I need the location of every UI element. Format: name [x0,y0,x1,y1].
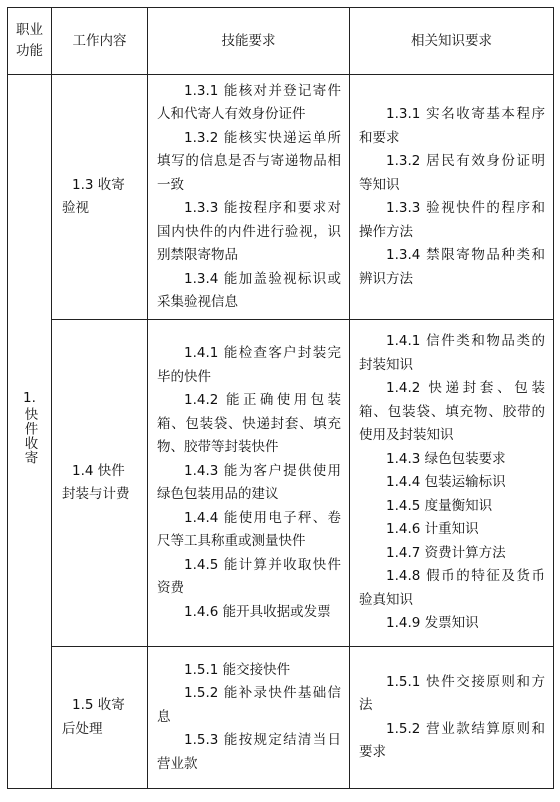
knowledge-cell [350,320,554,647]
knowledge-item: 1.4.1 信件类和物品类的封装知识 [359,333,545,373]
knowledge-item: 1.3.2 居民有效身份证明等知识 [359,153,545,193]
skill-item: 1.4.6 能开具收据或发票 [184,603,331,620]
skill-item: 1.5.1 能交接快件 [184,661,291,678]
knowledge-item: 1.4.6 计重知识 [386,521,479,538]
knowledge-item: 1.5.2 营业款结算原则和要求 [359,720,545,760]
table-row [8,75,554,320]
work-content-line2: 封装与计费 [62,486,130,502]
work-content-cell [52,75,148,320]
work-content-line1: 1.4 快件 [72,462,125,479]
knowledge-item: 1.3.4 禁限寄物品种类和辨识方法 [359,247,545,287]
knowledge-item: 1.4.7 资费计算方法 [386,544,506,561]
skill-item: 1.4.1 能检查客户封装完毕的快件 [157,345,341,385]
knowledge-item: 1.4.2 快递封套、包装箱、包装袋、填充物、胶带的使用及封装知识 [359,380,545,444]
knowledge-cell [350,647,554,789]
skill-item: 1.4.3 能为客户提供使用绿色包装用品的建议 [157,462,341,502]
skill-item: 1.4.4 能使用电子秤、卷尺等工具称重或测量快件 [157,509,341,549]
function-cell [8,75,52,789]
work-content-cell [52,320,148,647]
skill-item: 1.5.2 能补录快件基础信息 [157,685,341,725]
knowledge-item: 1.3.1 实名收寄基本程序和要求 [359,106,545,146]
table-header-row [8,8,554,75]
knowledge-item: 1.5.1 快件交接原则和方法 [359,673,545,713]
knowledge-item: 1.4.4 包装运输标识 [386,474,506,491]
knowledge-item: 1.3.3 验视快件的程序和操作方法 [359,200,545,240]
knowledge-item: 1.4.5 度量衡知识 [386,497,493,514]
function-name: 快件收寄 [21,407,38,466]
header-knowledge: 相关知识要求 [350,8,554,75]
table-row [8,320,554,647]
work-content-line2: 后处理 [62,720,103,737]
skill-item: 1.4.5 能计算并收取快件资费 [157,556,341,596]
skill-item: 1.3.4 能加盖验视标识或采集验视信息 [157,270,341,310]
table-row [8,647,554,789]
knowledge-item: 1.4.3 绿色包装要求 [386,450,506,467]
skills-cell [148,647,350,789]
function-number: 1. [23,390,36,407]
work-content-cell [52,647,148,789]
knowledge-item: 1.4.8 假币的特征及货币验真知识 [359,568,545,608]
work-content-line1: 1.5 收寄 [72,697,125,713]
skill-item: 1.3.3 能按程序和要求对国内快件的内件进行验视，识别禁限寄物品 [157,200,341,263]
header-function: 职业 功能 [8,8,52,75]
work-content-line2: 验视 [62,200,89,216]
work-content-line1: 1.3 收寄 [72,176,125,193]
skill-item: 1.3.2 能核实快递运单所填写的信息是否与寄递物品相一致 [157,129,341,193]
knowledge-cell [350,75,554,320]
knowledge-item: 1.4.9 发票知识 [386,615,479,632]
skill-item: 1.5.3 能按规定结清当日营业款 [157,732,341,772]
skills-cell [148,75,350,320]
occupational-standard-table [7,7,554,789]
header-skills: 技能要求 [148,8,350,75]
skill-item: 1.3.1 能核对并登记寄件人和代寄人有效身份证件 [157,82,341,122]
header-content: 工作内容 [52,8,148,75]
skills-cell [148,320,350,647]
skill-item: 1.4.2 能正确使用包装箱、包装袋、快递封套、填充物、胶带等封装快件 [157,392,341,455]
